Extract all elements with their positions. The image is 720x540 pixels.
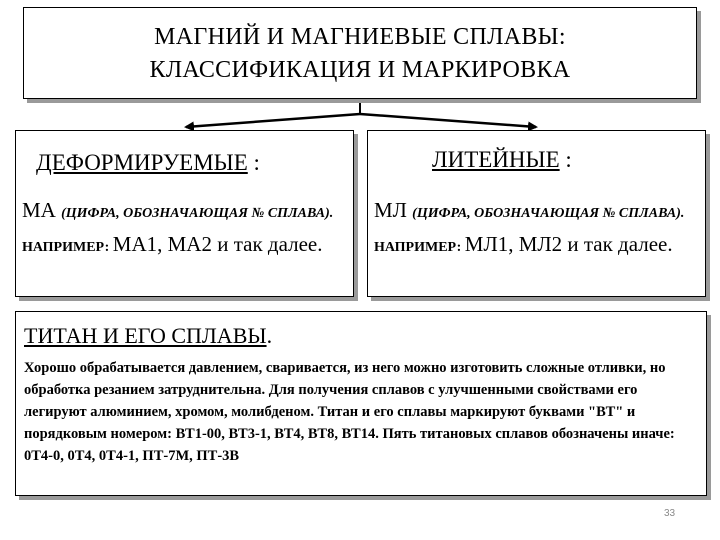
cast-code: МЛ xyxy=(374,198,413,222)
arrow-to-right xyxy=(360,114,536,127)
title-line-2: КЛАССИФИКАЦИЯ И МАРКИРОВКА xyxy=(149,57,571,83)
wrought-description xyxy=(22,195,347,263)
cast-example-label: НАПРИМЕР: xyxy=(374,240,465,255)
titanium-heading-text: ТИТАН И ЕГО СПЛАВЫ xyxy=(24,323,267,348)
titanium-box xyxy=(15,311,707,496)
cast-heading xyxy=(432,147,572,173)
wrought-heading xyxy=(36,150,260,176)
wrought-example-label: НАПРИМЕР: xyxy=(22,240,113,255)
cast-description xyxy=(374,195,699,263)
cast-heading-suffix: : xyxy=(559,147,572,172)
cast-example: МЛ1, МЛ2 и так далее. xyxy=(464,232,673,256)
cast-note: (ЦИФРА, ОБОЗНАЧАЮЩАЯ № СПЛАВА). xyxy=(412,206,685,221)
wrought-heading-suffix: : xyxy=(247,150,260,175)
titanium-heading-suffix: . xyxy=(266,323,273,348)
arrow-to-left xyxy=(186,114,360,127)
title-line-1: МАГНИЙ И МАГНИЕВЫЕ СПЛАВЫ: xyxy=(154,24,566,50)
title-box xyxy=(23,7,697,99)
titanium-text: Хорошо обрабатывается давлением, сваривается, из него можно изготовить сложные отливки, но обработка резанием затруднительна. Для получения сплавов с улучшенными свойствами его легируют алюминием, хромом, молибденом. Титан и его сплавы маркируют буквами "ВТ" и порядковым номером: ВТ1-00, ВТ3-1, ВТ4, ВТ8, ВТ14. Пять титановых сплавов обозначены иначе: 0Т4-0, 0Т4, 0Т4-1, ПТ-7М, ПТ-3В xyxy=(24,360,675,464)
wrought-heading-text: ДЕФОРМИРУЕМЫЕ xyxy=(36,150,248,175)
titanium-heading xyxy=(24,323,272,349)
cast-heading-text: ЛИТЕЙНЫЕ xyxy=(432,147,560,172)
wrought-alloys-box xyxy=(15,130,354,297)
wrought-example: МА1, МА2 и так далее. xyxy=(112,232,323,256)
page-number: 33 xyxy=(664,508,676,519)
wrought-code: МА xyxy=(22,198,62,222)
wrought-note: (ЦИФРА, ОБОЗНАЧАЮЩАЯ № СПЛАВА). xyxy=(61,206,334,221)
cast-alloys-box xyxy=(367,130,706,297)
